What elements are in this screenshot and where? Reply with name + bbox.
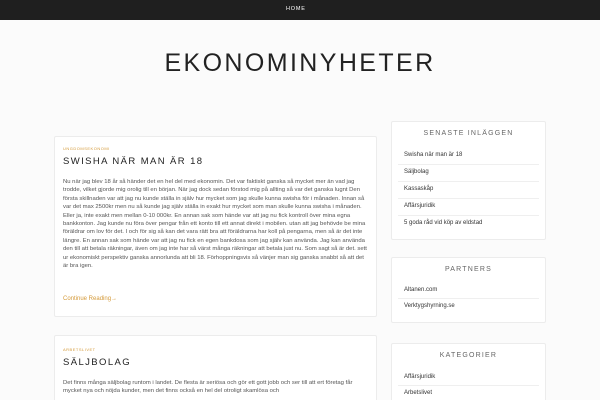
recent-post-link[interactable]: Swisha när man är 18 bbox=[398, 148, 539, 165]
post-card bbox=[54, 335, 377, 400]
recent-post-link[interactable]: Kassaskåp bbox=[398, 182, 539, 199]
partner-link[interactable]: Altanen.com bbox=[398, 283, 539, 299]
widget-title: SENASTE INLÄGGEN bbox=[423, 130, 514, 137]
categories-widget bbox=[391, 343, 546, 400]
post-card bbox=[54, 136, 377, 317]
post-excerpt: Det finns många säljbolag runtom i landet. De flesta är seriösa och gör ett gott jobb och ser till att ert företag får mycket nya och nöjda kunder, men det finns också en hel del otroligt skamlösa och bbox=[63, 380, 353, 395]
recent-post-link[interactable]: Affärsjuridik bbox=[398, 199, 539, 216]
recent-post-link[interactable]: Säljbolag bbox=[398, 165, 539, 182]
continue-reading-link[interactable]: Continue Reading→ bbox=[63, 296, 118, 302]
post-category-link[interactable]: UNGDOMSEKONOMI bbox=[63, 146, 110, 151]
partners-list bbox=[398, 283, 539, 315]
site-title[interactable]: EKONOMINYHETER bbox=[164, 49, 436, 77]
post-title[interactable]: SWISHA NÄR MAN ÄR 18 bbox=[63, 156, 204, 167]
category-link[interactable]: Arbetslivet bbox=[404, 390, 433, 396]
widget-title: PARTNERS bbox=[444, 266, 493, 273]
partners-widget bbox=[391, 257, 546, 323]
post-category-link[interactable]: ARBETSLIVET bbox=[63, 347, 96, 352]
categories-list bbox=[398, 370, 539, 400]
post-title[interactable]: SÄLJBOLAG bbox=[63, 357, 132, 368]
nav-home-link[interactable]: HOME bbox=[286, 6, 306, 12]
recent-post-link[interactable]: 5 goda råd vid köp av eldstad bbox=[404, 220, 483, 226]
recent-posts-widget bbox=[391, 121, 546, 240]
category-link[interactable]: Affärsjuridik bbox=[398, 370, 539, 386]
widget-title: KATEGORIER bbox=[439, 352, 498, 359]
top-navigation-bar bbox=[0, 0, 600, 20]
recent-posts-list bbox=[398, 148, 539, 233]
post-excerpt: Nu när jag blev 18 år så händer det en hel del med ekonomin. Det var faktiskt ganska så mycket mer än vad jag trodde, vilket gjorde mig orolig till en början. När jag dock sedan förstod mig på allting så var det ganska lugnt Den första skillnaden var att jag nu kunde ställa in själv hur mycket som jag skulle kunna swisha för i månaden. Innan så var det max 2500kr men nu så kunde jag själv ställa in exakt hur mycket som man skulle kunna swisha i månaden. Eller ja, inte exakt men mellan 0-10 000kr. En annan sak som hände var att jag nu fick kontroll över mina egna bankkonton. Jag kunde nu föra över pengar från ett konto till ett annat direkt i mobilen. utan att jag behövde be mina föräldrar om lov för det. I och för sig så kan det vara rätt bra att föräldrarna har koll på pengarna, men så är det inte längre. En annan sak som hände var att jag nu fick en egen bankdosa som jag själv kan använda. Jag kan använda den till att betala räkningar, även om jag inte har så värst många räkningar att betala just nu. Som sagt så är det. sett ur ekonomiskt perspektiv ganska annorlunda att bli 18. Förhoppningsvis så vänjer man sig ganska snabbt så att det är bra igen. bbox=[63, 179, 367, 270]
partner-link[interactable]: Verktygshyrning.se bbox=[404, 303, 455, 309]
